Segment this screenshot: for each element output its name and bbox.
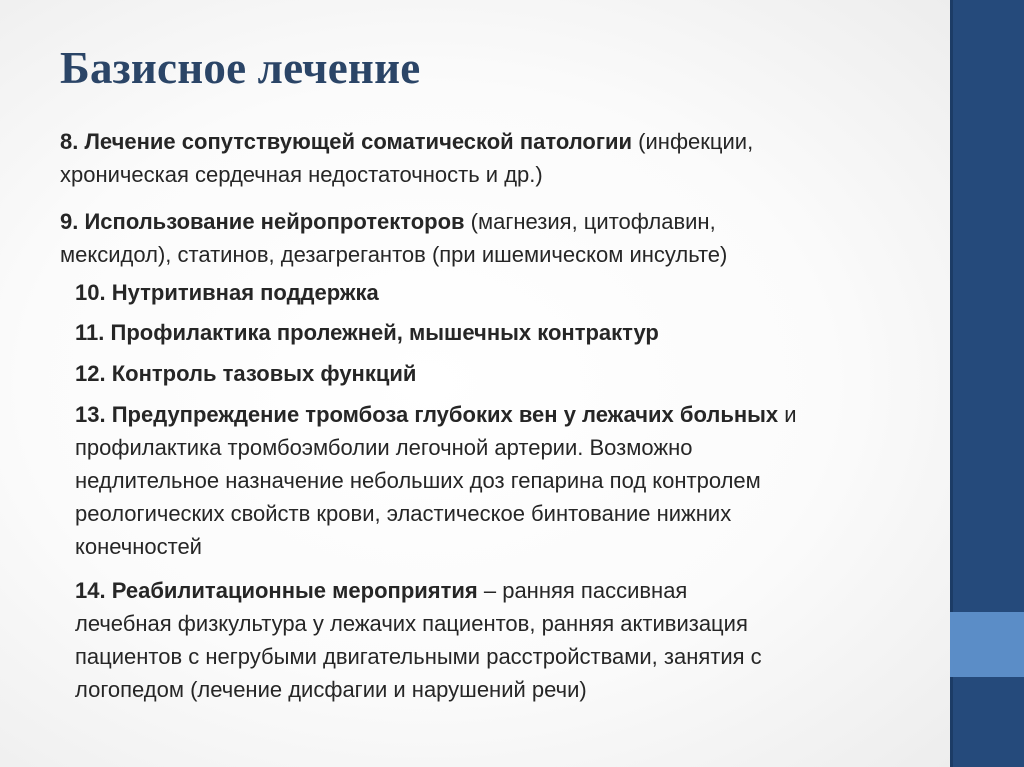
side-bar-accent-block: [950, 612, 1024, 677]
list-item-9: [60, 205, 727, 271]
list-item-14-heading: Реабилитационные мероприятия: [111, 578, 478, 603]
list-item-12-line-1: [75, 357, 416, 390]
list-item-8-text-2: хроническая сердечная недостаточность и др.): [60, 162, 543, 187]
list-item-14: [75, 574, 762, 706]
list-item-9-number: 9.: [60, 209, 79, 234]
list-item-14-text-1: – ранняя пассивная: [477, 578, 688, 603]
list-item-8-text-1: (инфекции,: [632, 129, 754, 154]
list-item-9-line-1: [60, 205, 727, 238]
list-item-8-line-1: [60, 125, 753, 158]
list-item-9-text-2: мексидол), статинов, дезагрегантов (при ишемическом инсульте): [60, 242, 728, 267]
list-item-14-text-3: пациентов с негрубыми двигательными расстройствами, занятия с: [75, 644, 762, 669]
list-item-10-number: 10.: [75, 280, 106, 305]
list-item-14-line-1: [75, 574, 762, 607]
list-item-11-line-1: [75, 316, 659, 349]
list-item-14-text-2: лечебная физкультура у лежачих пациентов, ранняя активизация: [75, 611, 748, 636]
list-item-12: [75, 357, 416, 390]
list-item-11: [75, 316, 659, 349]
list-item-12-heading: Контроль тазовых функций: [111, 361, 417, 386]
list-item-13: [75, 398, 797, 563]
list-item-9-heading: Использование нейропротекторов: [84, 209, 465, 234]
list-item-11-heading: Профилактика пролежней, мышечных контрактур: [110, 320, 659, 345]
list-item-13-line-1: [75, 398, 797, 431]
list-item-13-heading: Предупреждение тромбоза глубоких вен у лежачих больных: [111, 402, 779, 427]
list-item-13-text-2: профилактика тромбоэмболии легочной артерии. Возможно: [75, 435, 693, 460]
list-item-13-text-3: недлительное назначение небольших доз гепарина под контролем: [75, 468, 761, 493]
list-item-10-line-1: [75, 276, 379, 309]
list-item-9-text-1: (магнезия, цитофлавин,: [464, 209, 716, 234]
list-item-13-text-1: и: [778, 402, 797, 427]
slide-title: Базисное лечение: [60, 43, 421, 93]
list-item-10: [75, 276, 379, 309]
list-item-8: [60, 125, 753, 191]
list-item-13-text-5: конечностей: [75, 534, 202, 559]
list-item-11-number: 11.: [75, 320, 105, 345]
list-item-8-heading: Лечение сопутствующей соматической патологии: [84, 129, 633, 154]
list-item-10-heading: Нутритивная поддержка: [111, 280, 379, 305]
list-item-8-number: 8.: [60, 129, 79, 154]
list-item-13-text-4: реологических свойств крови, эластическое бинтование нижних: [75, 501, 732, 526]
list-item-13-number: 13.: [75, 402, 106, 427]
list-item-12-number: 12.: [75, 361, 106, 386]
list-item-14-number: 14.: [75, 578, 106, 603]
list-item-14-text-4: логопедом (лечение дисфагии и нарушений речи): [75, 677, 587, 702]
